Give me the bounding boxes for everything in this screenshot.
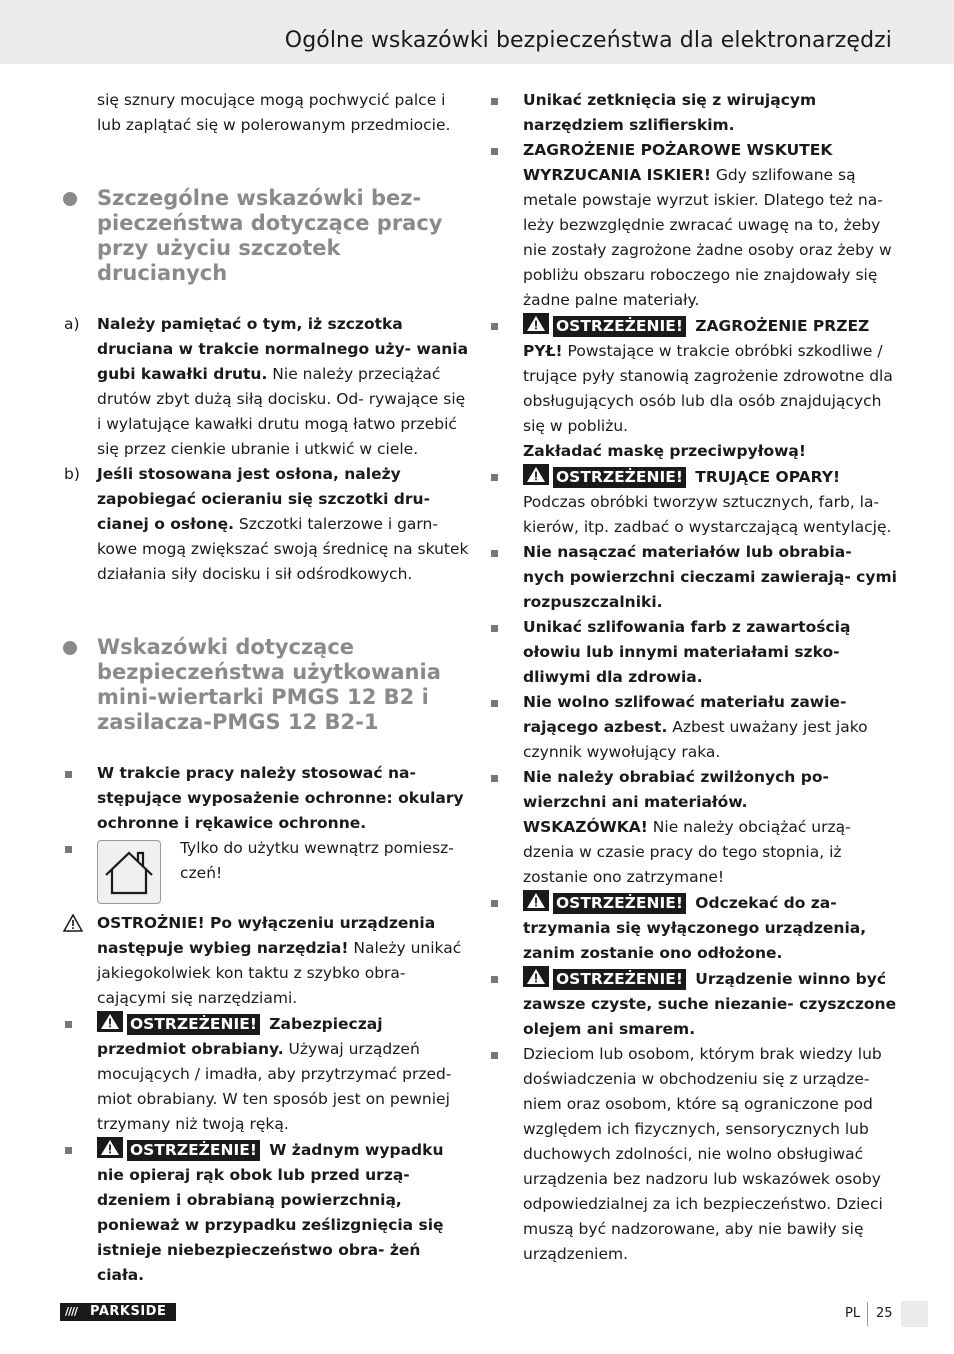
footer-tab xyxy=(901,1301,928,1327)
warning-item-dust: OSTRZEŻENIE! ZAGROŻENIE PRZEZ PYŁ! Powstające w trakcie obróbki szkodliwe / trujące pyły stanowią zagrożenie zdrowotne dla obsługujących osób lub dla osób znajdujących się w pobliżu. Zakładać maskę przeciwpyłową! xyxy=(488,313,898,464)
warning-triangle-icon xyxy=(523,464,549,485)
square-bullet-icon xyxy=(491,474,498,481)
list-item-lead-paint: Unikać szlifowania farb z zawartością ołowiu lub innymi materiałami szko- dliwymi dla zdrowia. xyxy=(488,615,898,690)
list-item-indoor xyxy=(60,836,470,911)
page-number: 25 xyxy=(876,1306,893,1321)
square-bullet-icon xyxy=(65,771,72,778)
dust-mask-note: Zakładać maskę przeciwpyłową! xyxy=(523,442,806,460)
square-bullet-icon xyxy=(491,323,498,330)
warning-label: OSTRZEŻENIE! xyxy=(553,316,686,337)
right-column xyxy=(488,88,898,1267)
warning-triangle-icon xyxy=(97,1011,123,1032)
footer-divider xyxy=(867,1302,868,1326)
square-bullet-icon xyxy=(491,550,498,557)
list-item-a: a) Należy pamiętać o tym, iż szczotka druciana w trakcie normalnego uży- wania gubi kawałki drutu. Nie należy przeciążać drutów zbyt dużą siłą docisku. Od- rywające się i wylatujące kawałki drutu mogą łatwo przebić się przez cienkie ubranie i utkwić w ciele. xyxy=(64,315,469,458)
warning-item-workpiece: OSTRZEŻENIE! Zabezpieczaj przedmiot obrabiany. Używaj urządzeń mocujących / imadła, aby przytrzymać przed- miot obrabiany. W ten sposób jest on pewniej trzymany niż twoją ręką. xyxy=(60,1011,470,1137)
section-heading-wire-brushes: Szczególne wskazówki bez- pieczeństwa dotyczące pracy przy użyciu szczotek drucianych xyxy=(60,186,470,286)
warning-item-wait-stop: OSTRZEŻENIE! Odczekać do za- trzymania się wyłączonego urządzenia, zanim zostanie ono odłożone. xyxy=(488,890,898,966)
warning-label: OSTRZEŻENIE! xyxy=(553,893,686,914)
fumes-text: Podczas obróbki tworzyw sztucznych, farb, la- kierów, itp. zadbać o wystarczającą wentylację. xyxy=(523,493,892,536)
list-item-asbestos: Nie wolno szlifować materiału zawie- rającego azbest. Azbest uważany jest jako czynnik wywołujący raka. xyxy=(488,690,898,765)
indoor-house-icon xyxy=(97,840,161,904)
indoor-text: Tylko do użytku wewnątrz pomiesz- czeń! xyxy=(180,839,454,882)
square-bullet-icon xyxy=(491,700,498,707)
square-bullet-icon xyxy=(491,98,498,105)
warning-triangle-icon xyxy=(523,313,549,334)
warning-label: OSTRZEŻENIE! xyxy=(553,969,686,990)
square-bullet-icon xyxy=(491,775,498,782)
square-bullet-icon xyxy=(65,846,72,853)
warning-label: OSTRZEŻENIE! xyxy=(127,1014,260,1035)
warning-label: OSTRZEŻENIE! xyxy=(127,1140,260,1161)
bullet-dot-icon xyxy=(63,641,77,655)
warning-item-clean: OSTRZEŻENIE! Urządzenie winno być zawsze czyste, suche niezanie- czyszczone olejem ani smarem. xyxy=(488,966,898,1042)
warning-item-hands: OSTRZEŻENIE! W żadnym wypadku nie opieraj rąk obok lub przed urzą- dzeniem i obrabianą powierzchnią, ponieważ w przypadku ześlizgnięcia się istnieje niebezpieczeństwo obra- żeń ciała. xyxy=(60,1137,470,1288)
list-item-children: Dzieciom lub osobom, którym brak wiedzy lub doświadczenia w obchodzeniu się z urządze- niem oraz osobom, które są ograniczone pod względem ich fizycznych, sensorycznych lub duchowych zdolności, nie wolno obsługiwać urządzenia bez nadzoru lub wskazówek osoby odpowiedzialnej za ich bezpieczeństwo. Dzieci muszą być nadzorowane, aby nie bawiły się urządzeniem. xyxy=(488,1042,898,1267)
intro-text: się sznury mocujące mogą pochwycić palce i lub zaplątać się w polerowanym przedmiocie. xyxy=(97,91,451,134)
warning-label: OSTRZEŻENIE! xyxy=(553,467,686,488)
left-column xyxy=(60,88,470,1288)
list-item-b: b) Jeśli stosowana jest osłona, należy zapobiegać ocieraniu się szczotki dru- cianej o osłonę. Szczotki talerzowe i garn- kowe mogą zwiększać swoją średnicę na skutek działania siły docisku i sił odśrodkowych. xyxy=(64,465,469,583)
page-title: Ogólne wskazówki bezpieczeństwa dla elektronarzędzi xyxy=(284,28,892,53)
warning-triangle-icon xyxy=(523,966,549,987)
caution-item: OSTROŻNIE! Po wyłączeniu urządzenia następuje wybieg narzędzia! Należy unikać jakiegokolwiek kon taktu z szybko obra- cającymi się narzędziami. xyxy=(60,911,470,1011)
warning-triangle-icon xyxy=(523,890,549,911)
list-item-wet-surfaces: Nie należy obrabiać zwilżonych po- wierzchni ani materiałów. WSKAZÓWKA! Nie należy obciążać urzą- dzenia w czasie pracy do tego stopnia, iż zostanie ono zatrzymane! xyxy=(488,765,898,890)
warning-item-fumes: OSTRZEŻENIE! TRUJĄCE OPARY! Podczas obróbki tworzyw sztucznych, farb, la- kierów, itp. zadbać o wystarczającą wentylację. xyxy=(488,464,898,540)
list-item-rotating-tool: Unikać zetknięcia się z wirującym narzędziem szlifierskim. xyxy=(488,88,898,138)
square-bullet-icon xyxy=(491,148,498,155)
bullet-dot-icon xyxy=(63,192,77,206)
logo-stripes-icon: //// xyxy=(65,1305,78,1318)
square-bullet-icon xyxy=(65,1021,72,1028)
caution-triangle-icon xyxy=(63,914,83,940)
square-bullet-icon xyxy=(491,976,498,983)
square-bullet-icon xyxy=(491,900,498,907)
list-item-solvents: Nie nasączać materiałów lub obrabia- nych powierzchni cieczami zawierają- cymi rozpuszczalniki. xyxy=(488,540,898,615)
list-item-protection: W trakcie pracy należy stosować na- stępujące wyposażenie ochronne: okulary ochronne i rękawice ochronne. xyxy=(60,761,470,836)
footer-language: PL xyxy=(845,1306,861,1321)
square-bullet-icon xyxy=(491,1052,498,1059)
section-heading-mini-drill: Wskazówki dotyczące bezpieczeństwa użytkowania mini-wiertarki PMGS 12 B2 i zasilacza-PMGS 12 B2-1 xyxy=(60,635,470,735)
square-bullet-icon xyxy=(65,1147,72,1154)
square-bullet-icon xyxy=(491,625,498,632)
list-item-fire-hazard: ZAGROŻENIE POŻAROWE WSKUTEK WYRZUCANIA ISKIER! Gdy szlifowane są metale powstaje wyrzut iskier. Dlatego też na- leży bezwzględnie zwracać uwagę na to, żeby nie zostały zagrożone żadne osoby oraz żeby w pobliżu obszaru roboczego nie znajdowały się żadne palne materiały. xyxy=(488,138,898,313)
parkside-logo: //// PARKSIDE xyxy=(60,1303,176,1321)
warning-triangle-icon xyxy=(97,1137,123,1158)
